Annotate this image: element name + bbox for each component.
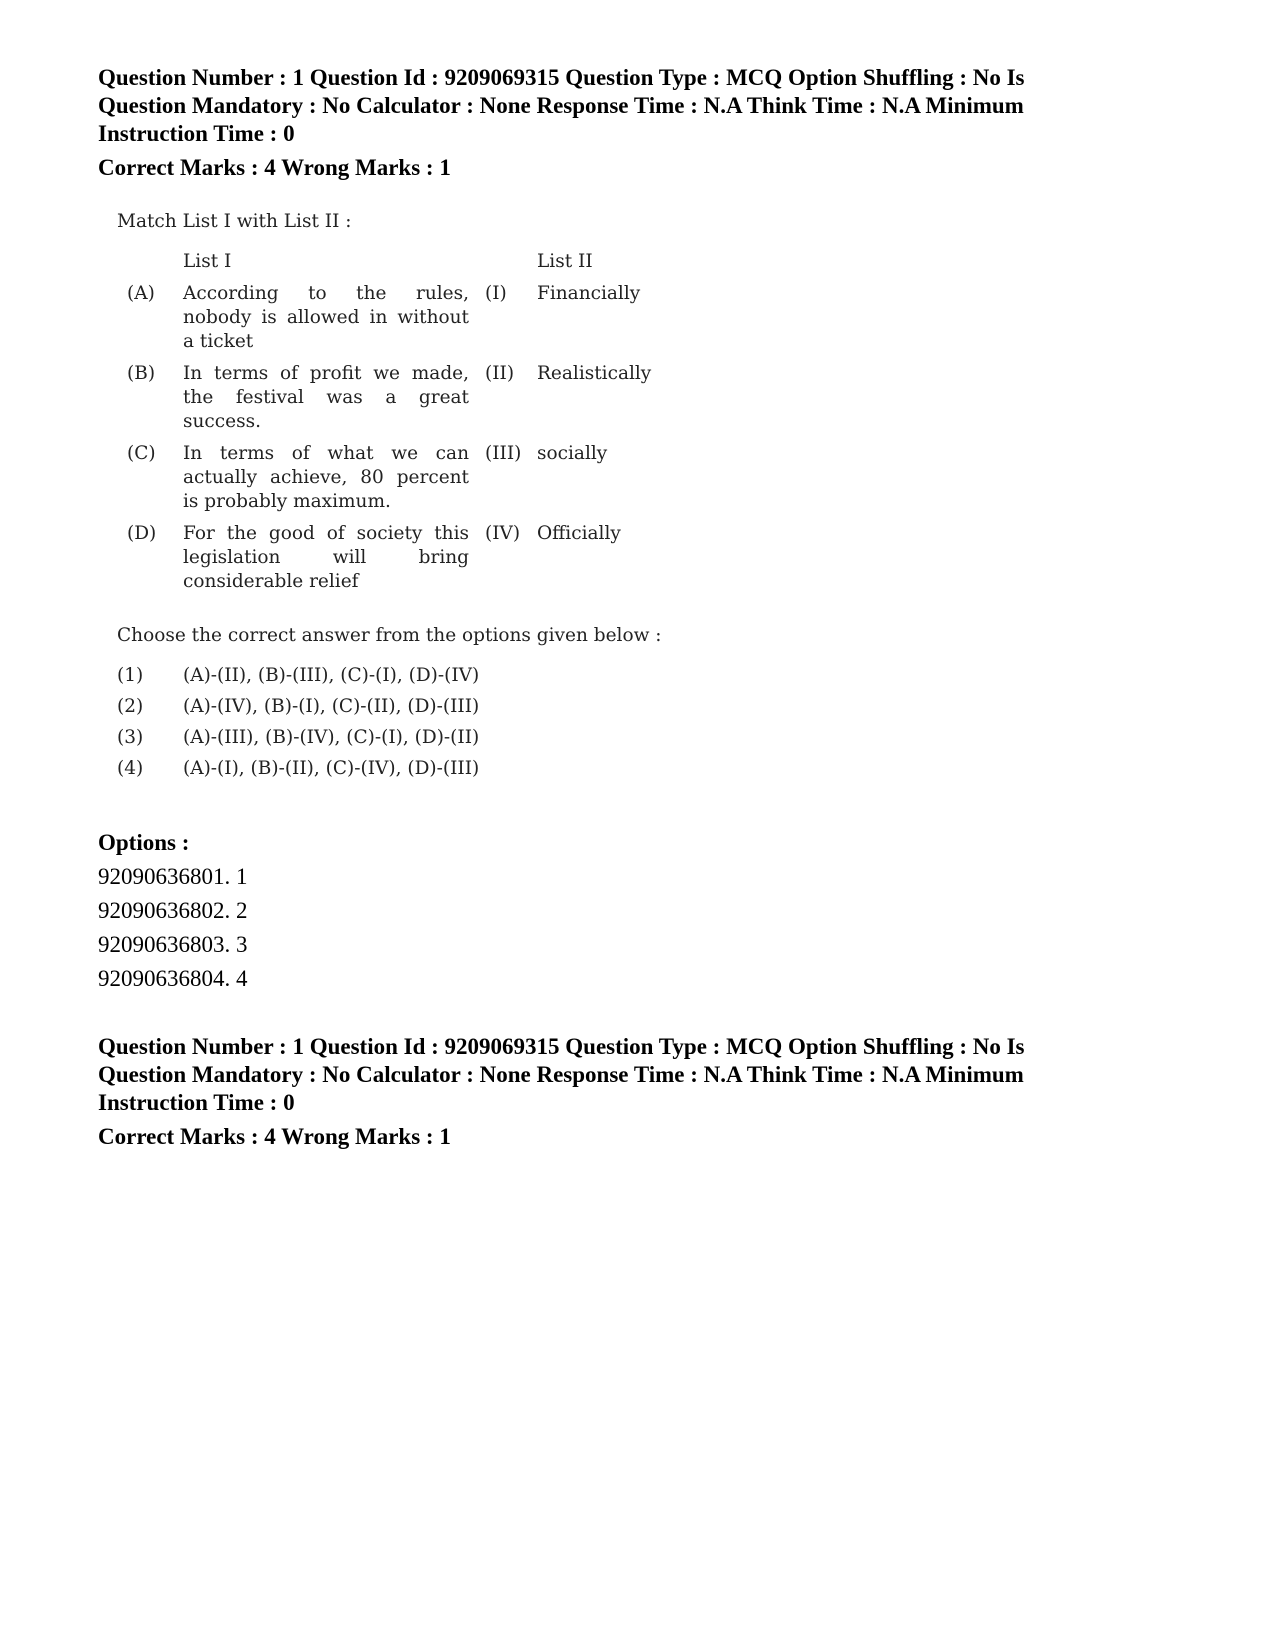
match-row bbox=[117, 442, 737, 522]
option-item: 92090636802. 2 bbox=[98, 898, 248, 923]
row-text: For the good of society this legislation will bring considerable relief bbox=[183, 523, 469, 592]
row-text: In terms of what we can actually achieve, 80 percent is probably maximum. bbox=[183, 443, 469, 512]
option-item: 92090636803. 3 bbox=[98, 932, 248, 957]
footer-marks: Correct Marks : 4 Wrong Marks : 1 bbox=[98, 1124, 451, 1149]
row-label: (B) bbox=[127, 363, 156, 384]
row-answer: Financially bbox=[537, 283, 641, 304]
choice-text: (A)-(III), (B)-(IV), (C)-(I), (D)-(II) bbox=[183, 727, 480, 748]
choice-text: (A)-(II), (B)-(III), (C)-(I), (D)-(IV) bbox=[183, 665, 480, 686]
row-numeral: (I) bbox=[485, 283, 507, 304]
choice-number: (3) bbox=[117, 727, 144, 748]
row-text: According to the rules, nobody is allowed in without a ticket bbox=[183, 283, 469, 352]
options-list bbox=[98, 826, 248, 996]
row-answer: Realistically bbox=[537, 363, 652, 384]
choice-number: (2) bbox=[117, 696, 144, 717]
header-line-3: Instruction Time : 0 bbox=[98, 121, 295, 146]
header-marks: Correct Marks : 4 Wrong Marks : 1 bbox=[98, 155, 451, 180]
answer-choice bbox=[117, 695, 817, 726]
choice-number: (1) bbox=[117, 665, 144, 686]
match-table-header bbox=[117, 250, 737, 282]
footer-line-3: Instruction Time : 0 bbox=[98, 1090, 295, 1115]
choose-instruction: Choose the correct answer from the options given below : bbox=[117, 625, 662, 646]
list1-header: List I bbox=[183, 251, 232, 272]
options-title: Options : bbox=[98, 830, 190, 855]
match-row bbox=[117, 522, 737, 602]
option-item: 92090636804. 4 bbox=[98, 966, 248, 991]
match-row bbox=[117, 282, 737, 362]
row-answer: Officially bbox=[537, 523, 621, 544]
row-text: In terms of profit we made, the festival was a great success. bbox=[183, 363, 469, 432]
row-answer: socially bbox=[537, 443, 608, 464]
footer-line-1: Question Number : 1 Question Id : 9209069315 Question Type : MCQ Option Shuffling : No Is bbox=[98, 1034, 1025, 1059]
list2-header: List II bbox=[537, 251, 593, 272]
choice-text: (A)-(IV), (B)-(I), (C)-(II), (D)-(III) bbox=[183, 696, 480, 717]
row-numeral: (III) bbox=[485, 443, 522, 464]
answer-choice bbox=[117, 726, 817, 757]
choice-number: (4) bbox=[117, 758, 144, 779]
header-line-2: Question Mandatory : No Calculator : None Response Time : N.A Think Time : N.A Minimum bbox=[98, 93, 1024, 118]
option-item: 92090636801. 1 bbox=[98, 864, 248, 889]
match-row bbox=[117, 362, 737, 442]
answer-choice bbox=[117, 757, 817, 788]
question-footer bbox=[98, 1033, 1128, 1151]
question-body bbox=[117, 210, 817, 788]
row-numeral: (IV) bbox=[485, 523, 521, 544]
question-intro: Match List I with List II : bbox=[117, 211, 352, 232]
row-numeral: (II) bbox=[485, 363, 515, 384]
footer-line-2: Question Mandatory : No Calculator : None Response Time : N.A Think Time : N.A Minimum bbox=[98, 1062, 1024, 1087]
row-label: (A) bbox=[127, 283, 155, 304]
choice-text: (A)-(I), (B)-(II), (C)-(IV), (D)-(III) bbox=[183, 758, 480, 779]
answer-choices bbox=[117, 664, 817, 788]
row-label: (D) bbox=[127, 523, 157, 544]
row-label: (C) bbox=[127, 443, 156, 464]
header-line-1: Question Number : 1 Question Id : 9209069315 Question Type : MCQ Option Shuffling : No Is bbox=[98, 65, 1025, 90]
answer-choice bbox=[117, 664, 817, 695]
match-table bbox=[117, 250, 737, 602]
question-header bbox=[98, 64, 1128, 182]
